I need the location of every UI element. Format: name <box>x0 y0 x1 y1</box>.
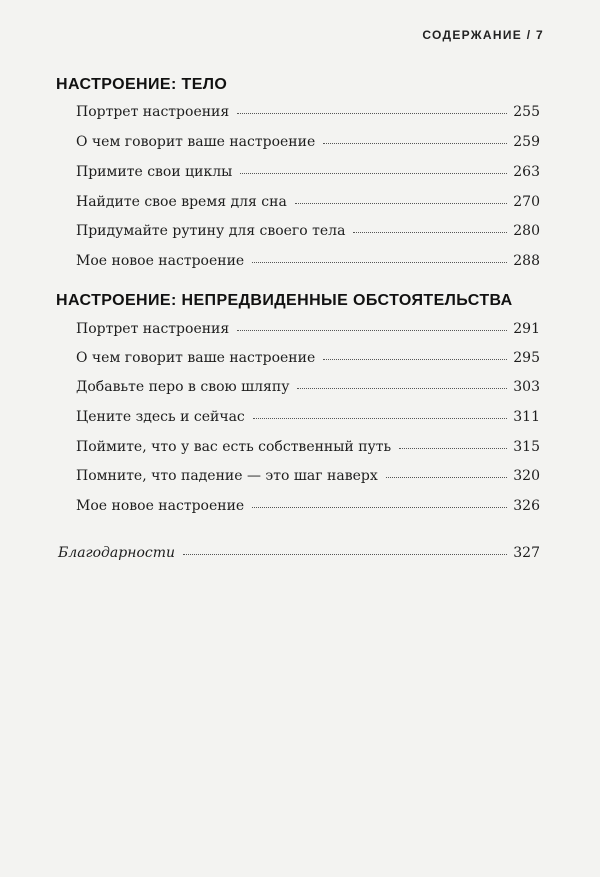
toc-entry-page: 326 <box>513 498 540 514</box>
dot-leader <box>386 477 508 478</box>
toc-entry-label: Цените здесь и сейчас <box>76 409 245 425</box>
toc-entry[interactable] <box>76 498 540 514</box>
toc-entry[interactable] <box>76 223 540 239</box>
toc-entry-label: Найдите свое время для сна <box>76 194 287 210</box>
toc-entry-page: 270 <box>513 194 540 210</box>
toc-entry-label: О чем говорит ваше настроение <box>76 134 316 150</box>
dot-leader <box>323 359 507 360</box>
dot-leader <box>295 203 507 204</box>
toc-entry-label: Мое новое настроение <box>76 498 245 514</box>
toc-entry-label: Портрет настроения <box>76 104 230 120</box>
toc-entry[interactable] <box>76 104 540 120</box>
dot-leader <box>252 262 507 263</box>
dot-leader <box>240 173 507 174</box>
section-title-body: НАСТРОЕНИЕ: ТЕЛО <box>56 76 228 93</box>
toc-entry-page: 259 <box>513 134 540 150</box>
dot-leader <box>183 554 507 555</box>
running-head-section: СОДЕРЖАНИЕ <box>422 28 523 42</box>
toc-entry-label: Благодарности <box>58 545 176 561</box>
toc-entry[interactable] <box>76 379 540 395</box>
toc-entry-label: Мое новое настроение <box>76 253 245 269</box>
dot-leader <box>353 232 507 233</box>
dot-leader <box>399 448 507 449</box>
toc-entry-label: О чем говорит ваше настроение <box>76 350 316 366</box>
toc-entry-label: Поймите, что у вас есть собственный путь <box>76 439 392 455</box>
toc-entry-page: 280 <box>513 223 540 239</box>
toc-entry-page: 288 <box>513 253 540 269</box>
toc-entry-page: 263 <box>513 164 540 180</box>
toc-entry-page: 255 <box>513 104 540 120</box>
toc-entry-page: 311 <box>513 409 540 425</box>
toc-entry-page: 303 <box>513 379 540 395</box>
toc-entry-label: Придумайте рутину для своего тела <box>76 223 346 239</box>
section-title-circumstances: НАСТРОЕНИЕ: НЕПРЕДВИДЕННЫЕ ОБСТОЯТЕЛЬСТВА <box>56 292 513 309</box>
dot-leader <box>253 418 507 419</box>
toc-entry[interactable] <box>76 409 540 425</box>
dot-leader <box>323 143 507 144</box>
toc-entry-acknowledgements[interactable] <box>58 545 540 561</box>
toc-entry-page: 320 <box>513 468 540 484</box>
toc-entry-label: Примите свои циклы <box>76 164 233 180</box>
running-head-page-number: 7 <box>536 28 544 42</box>
dot-leader <box>237 330 507 331</box>
dot-leader <box>237 113 507 114</box>
toc-entry-page: 295 <box>513 350 540 366</box>
running-head-separator: / <box>526 28 532 42</box>
toc-entry[interactable] <box>76 164 540 180</box>
toc-entry[interactable] <box>76 134 540 150</box>
toc-entry-page: 315 <box>513 439 540 455</box>
toc-entry[interactable] <box>76 468 540 484</box>
running-head <box>422 28 544 42</box>
toc-entry-label: Портрет настроения <box>76 321 230 337</box>
toc-entry-page: 291 <box>513 321 540 337</box>
toc-entry[interactable] <box>76 321 540 337</box>
toc-entry[interactable] <box>76 194 540 210</box>
toc-entry[interactable] <box>76 253 540 269</box>
dot-leader <box>297 388 507 389</box>
toc-entry-label: Помните, что падение — это шаг наверх <box>76 468 378 484</box>
toc-entry-page: 327 <box>513 545 540 561</box>
toc-entry[interactable] <box>76 439 540 455</box>
dot-leader <box>252 507 507 508</box>
toc-entry[interactable] <box>76 350 540 366</box>
toc-entry-label: Добавьте перо в свою шляпу <box>76 379 290 395</box>
